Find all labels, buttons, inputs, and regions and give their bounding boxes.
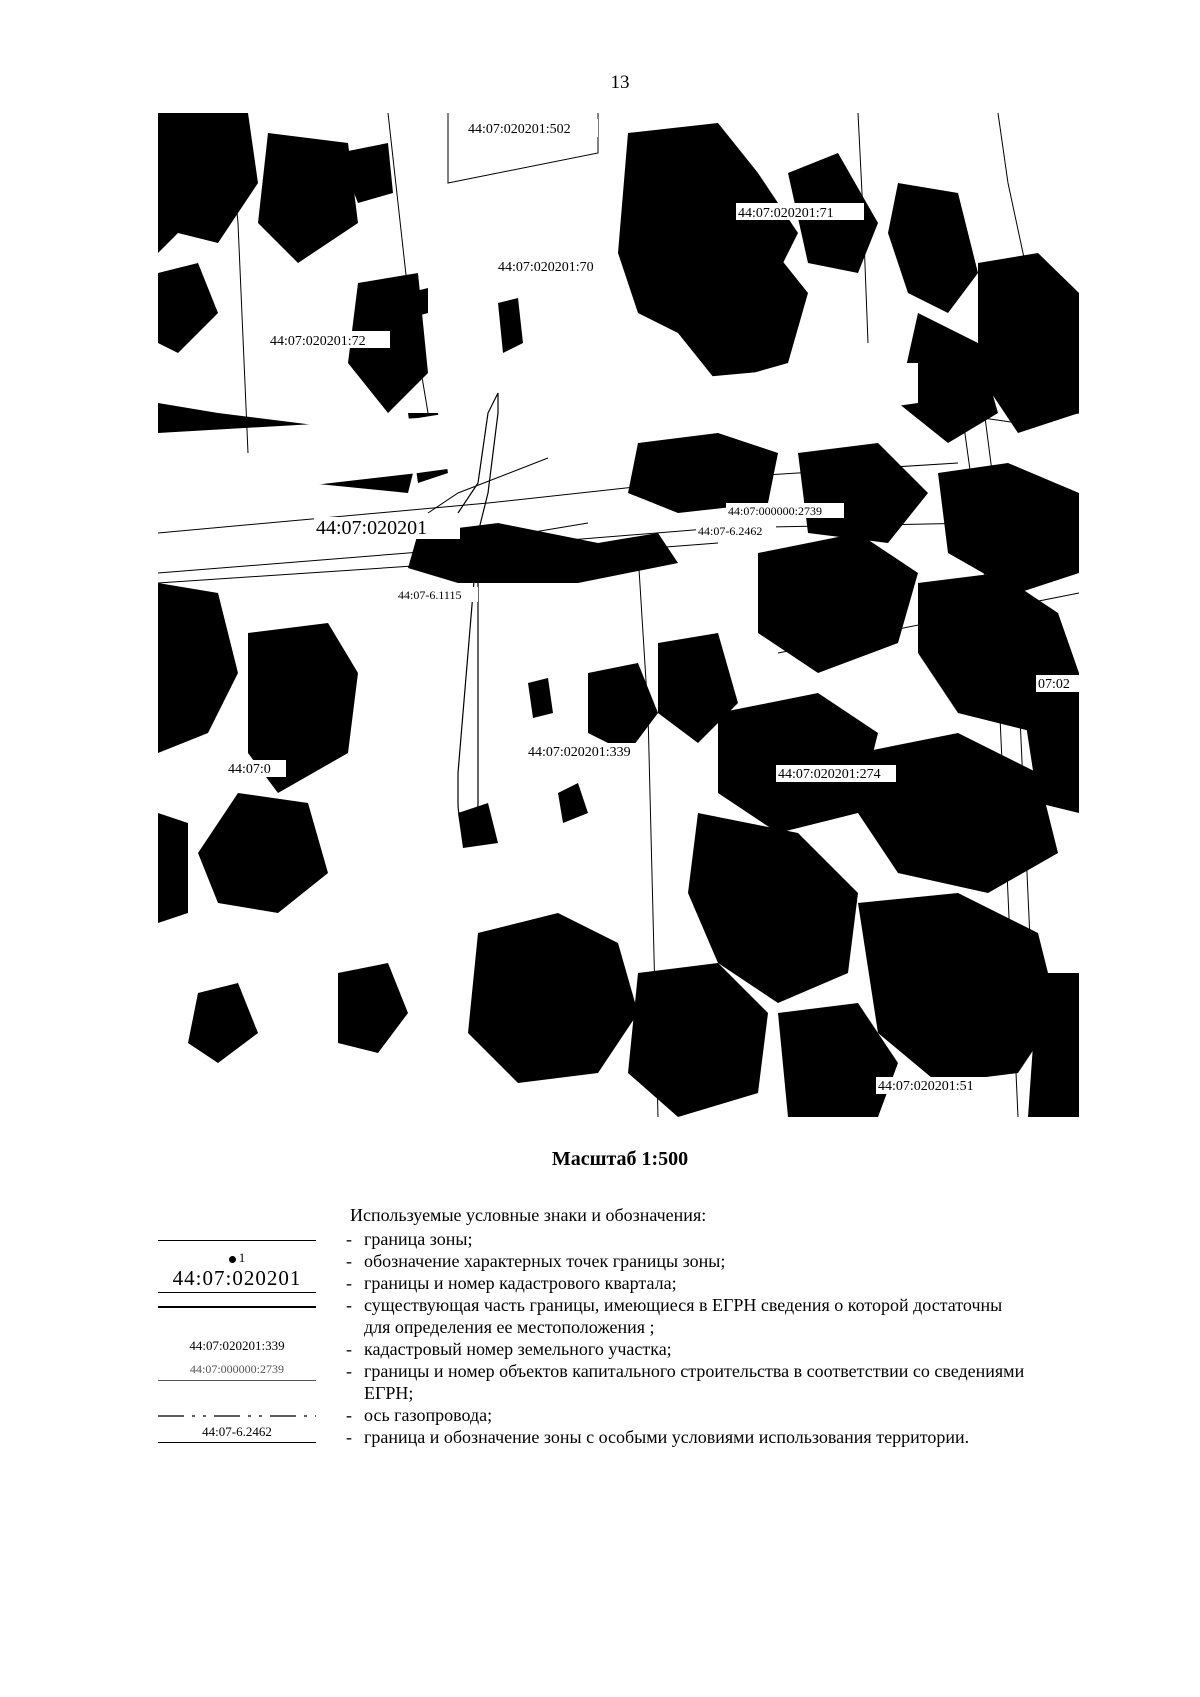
legend-item-text: граница и обозначение зоны с особыми условиями использования территории. (364, 1427, 970, 1447)
map-scale: Масштаб 1:500 (551, 1148, 689, 1170)
legend-item-gas-pipeline: - ось газопровода; (346, 1405, 493, 1425)
symbol-zone-special-boundary (158, 1442, 316, 1443)
legend-title: Используемые условные знаки и обозначения: (350, 1205, 707, 1225)
label-parcel-51: 44:07:020201:51 (878, 1079, 974, 1094)
legend-item-text: границы и номер кадастрового квартала; (364, 1273, 677, 1293)
symbol-point-number: 1 (238, 1250, 246, 1265)
legend-item-text: существующая часть границы, имеющиеся в ЕГРН сведения о которой достаточны (364, 1295, 1003, 1315)
label-parcel-left: 44:07:0 (228, 762, 271, 777)
label-parcel-274: 44:07:020201:274 (778, 767, 881, 782)
label-parcel-72: 44:07:020201:72 (270, 334, 366, 349)
legend-item-building: - границы и номер объектов капитального строительства в соответствии со сведениями ЕГРН; (346, 1360, 1126, 1404)
legend-item-text: обозначение характерных точек границы зоны; (364, 1251, 726, 1271)
symbol-gas-pipeline (158, 1406, 316, 1424)
symbol-building-number: 44:07:000000:2739 (189, 1362, 284, 1376)
label-parcel-71: 44:07:020201:71 (738, 206, 834, 221)
label-zone-2462: 44:07-6.2462 (698, 524, 763, 538)
symbol-quarter-number: 44:07:020201 (172, 1266, 302, 1290)
legend-item-existing-boundary: - существующая часть границы, имеющиеся в ЕГРН сведения о которой достаточны для определения ее местоположения ; (346, 1294, 1126, 1338)
label-parcel-339: 44:07:020201:339 (528, 745, 631, 760)
legend-item-text: граница зоны; (364, 1229, 473, 1249)
label-parcel-1: )201:1 (158, 296, 195, 311)
cadastral-map[interactable] (158, 113, 1079, 1117)
legend-item-parcel: - кадастровый номер земельного участка; (346, 1339, 672, 1359)
symbol-building-boundary (158, 1380, 316, 1381)
label-cadastral-quarter: 44:07:020201 (316, 517, 428, 539)
legend-item-text: кадастровый номер земельного участка; (364, 1339, 672, 1359)
legend-item-points: - обозначение характерных точек границы зоны; (346, 1251, 726, 1271)
point-marker-icon (229, 1256, 236, 1263)
label-building-2739: 44:07:000000:2739 (728, 504, 823, 518)
legend-item-zone-boundary: - граница зоны; (346, 1229, 473, 1249)
label-parcel-502: 44:07:020201:502 (468, 122, 571, 137)
legend-item-text: ось газопровода; (364, 1405, 493, 1425)
symbol-parcel-number: 44:07:020201:339 (189, 1338, 285, 1353)
symbol-existing-boundary (158, 1306, 316, 1308)
legend-item-continuation: ЕГРН; (364, 1383, 414, 1403)
symbol-zone-boundary (158, 1240, 316, 1241)
legend-item-quarter: - границы и номер кадастрового квартала; (346, 1273, 677, 1293)
aerial-photo (158, 113, 1079, 1117)
legend-item-text: границы и номер объектов капитального строительства в соответствии со сведениями (364, 1361, 1025, 1381)
symbol-zone-number: 44:07-6.2462 (202, 1424, 272, 1439)
symbol-point (158, 1250, 316, 1266)
legend-item-continuation: для определения ее местоположения ; (364, 1317, 655, 1337)
photo-dark-areas (158, 113, 1079, 1117)
label-parcel-70: 44:07:020201:70 (498, 260, 594, 275)
legend-item-special-zone: - граница и обозначение зоны с особыми условиями использования территории. (346, 1427, 970, 1447)
page-number: 13 (610, 72, 630, 93)
label-zone-1115: 44:07-6.1115 (398, 588, 462, 602)
gas-pipeline-line-icon (158, 1413, 316, 1419)
label-parcel-right: 07:02 (1038, 677, 1070, 692)
symbol-quarter-boundary (158, 1292, 316, 1293)
